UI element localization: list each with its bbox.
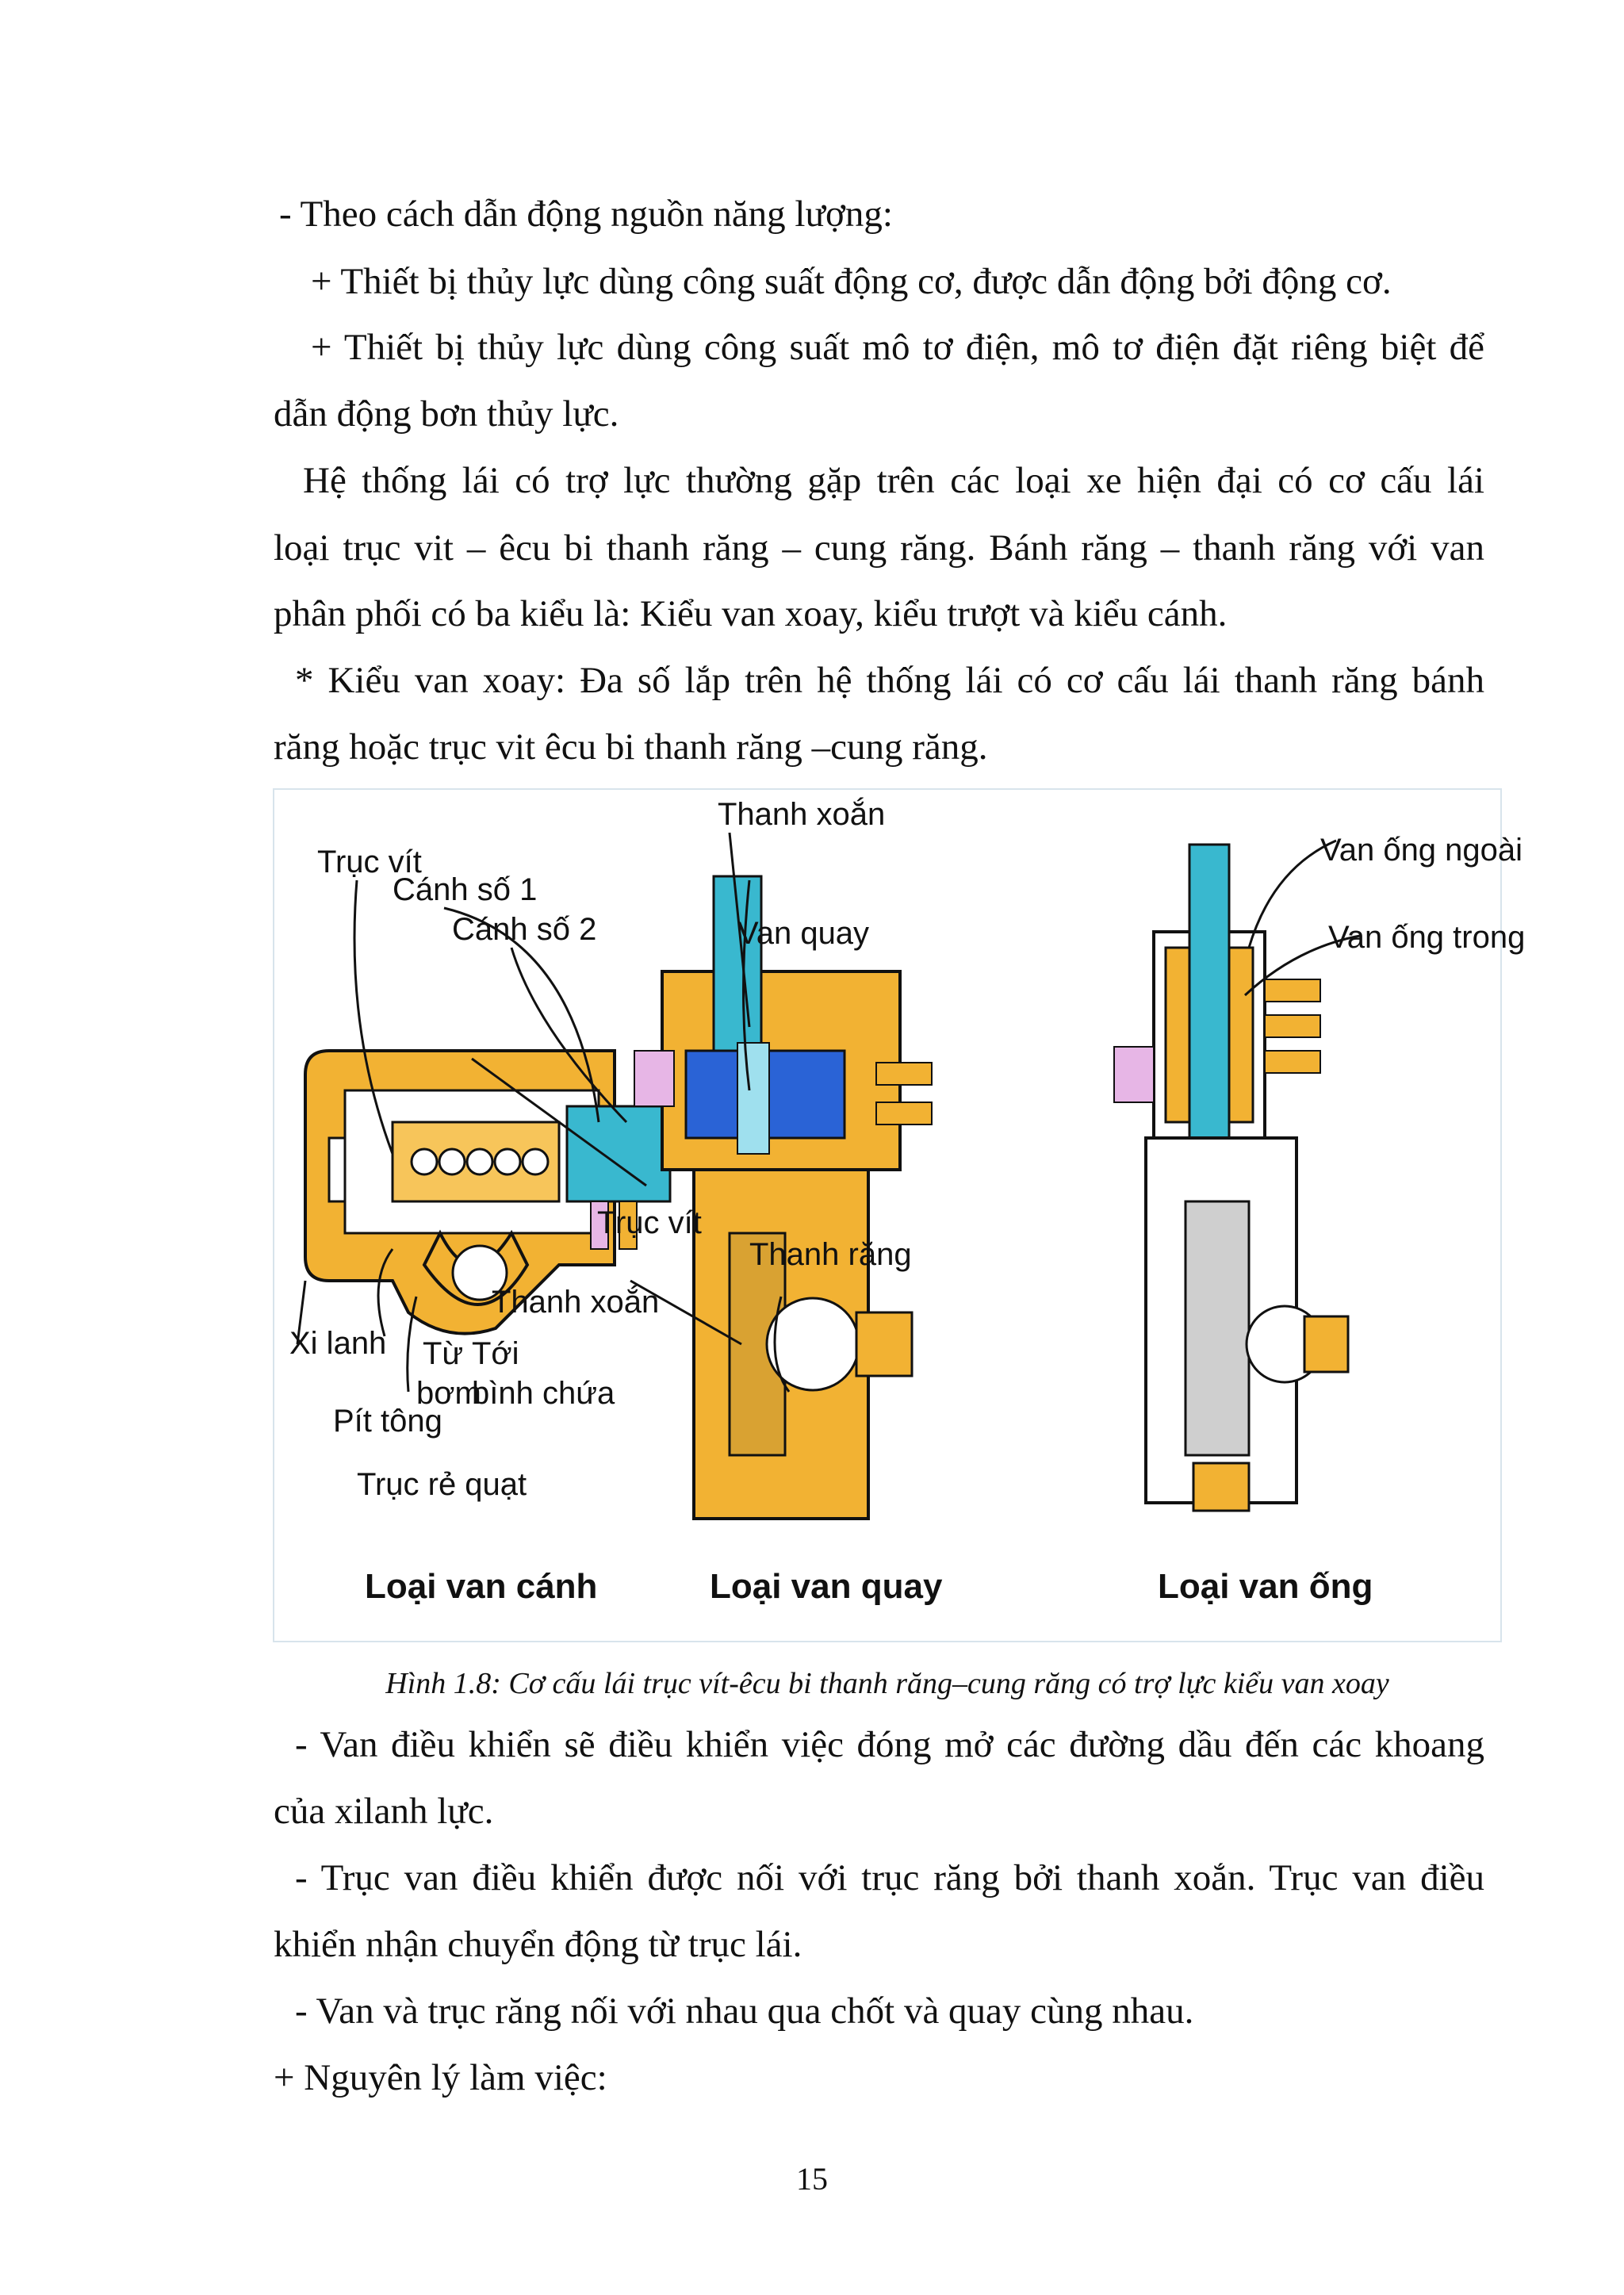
title-vane-type: Loại van cánh	[365, 1567, 598, 1606]
label-pit-tong: Pít tông	[333, 1404, 442, 1439]
paragraph-steering-1: Hệ thống lái có trợ lực thường gặp trên các loại xe hiện đại có cơ cấu lái	[303, 460, 1484, 501]
pinion-right	[1185, 1201, 1249, 1455]
outer-spool-left	[1166, 948, 1189, 1122]
page-number: 15	[796, 2161, 828, 2197]
control-valve-note-2: của xilanh lực.	[274, 1791, 494, 1832]
label-thanh-xoan-mid: Thanh xoắn	[718, 797, 886, 832]
port-right-1	[1265, 979, 1320, 1002]
plus-item-electric-motor-cont: dẫn động bơn thủy lực.	[274, 393, 619, 435]
label-xi-lanh: Xi lanh	[289, 1326, 387, 1361]
port-right-mid-2	[876, 1102, 932, 1125]
valve-shaft-note-2: khiển nhận chuyển động từ trục lái.	[274, 1924, 802, 1965]
figure-caption: Hình 1.8: Cơ cấu lái trục vít-êcu bi thanh răng–cung răng có trợ lực kiểu van xoay	[385, 1667, 1389, 1700]
outer-spool-right	[1229, 948, 1253, 1122]
label-canh-so-2: Cánh số 2	[452, 912, 597, 947]
paragraph-steering-3: phân phối có ba kiểu là: Kiểu van xoay, kiểu trượt và kiểu cánh.	[274, 593, 1228, 634]
rack-spring-right	[1304, 1316, 1348, 1372]
ball-nut-row	[412, 1149, 548, 1174]
label-canh-so-1: Cánh số 1	[393, 872, 538, 907]
control-valve-note-1: - Van điều khiển sẽ điều khiển việc đóng mở các đường dầu đến các khoang	[295, 1724, 1484, 1765]
spool-shaft	[1189, 845, 1229, 1138]
port-right-mid-1	[876, 1063, 932, 1085]
port-left-mid	[634, 1051, 674, 1106]
title-spool-type: Loại van ống	[1158, 1567, 1373, 1606]
paragraph-steering-2: loại trục vit – êcu bi thanh răng – cung răng. Bánh răng – thanh răng với van	[274, 527, 1484, 569]
valve-core	[737, 1043, 769, 1154]
label-toi: Tới	[472, 1336, 519, 1371]
label-binh-chua: bình chứa	[472, 1376, 615, 1411]
bullet-power-source: - Theo cách dẫn động nguồn năng lượng:	[279, 193, 893, 235]
rotary-valve-note-1: * Kiểu van xoay: Đa số lắp trên hệ thống lái có cơ cấu lái thanh răng bánh	[295, 660, 1484, 701]
label-truc-re-quat: Trục rẻ quạt	[357, 1467, 527, 1502]
plus-item-engine: + Thiết bị thủy lực dùng công suất động cơ, được dẫn động bởi động cơ.	[311, 261, 1392, 302]
rack-guide-spring	[856, 1312, 912, 1376]
label-van-ong-ngoai: Van ống ngoài	[1320, 833, 1523, 868]
port-right-3	[1265, 1051, 1320, 1073]
label-bom: bơm	[416, 1376, 481, 1411]
label-van-quay: Van quay	[737, 916, 870, 951]
vane-valve-body	[567, 1106, 670, 1201]
label-truc-vit-mid: Trục vít	[597, 1205, 702, 1240]
port-left-right	[1114, 1047, 1154, 1102]
figure-illustration	[274, 789, 1526, 1642]
valve-pin-note: - Van và trục răng nối với nhau qua chốt và quay cùng nhau.	[295, 1990, 1194, 2032]
label-thanh-rang: Thanh răng	[749, 1237, 912, 1272]
label-van-ong-trong: Van ống trong	[1328, 920, 1526, 955]
rotary-valve-note-2: răng hoặc trục vit êcu bi thanh răng –cung răng.	[274, 726, 988, 768]
figure-steering-valves	[274, 789, 1526, 1642]
label-tu: Từ	[423, 1336, 464, 1371]
label-thanh-xoan-left: Thanh xoắn	[492, 1285, 660, 1320]
valve-shaft-note-1: - Trục van điều khiển được nối với trục răng bởi thanh xoắn. Trục van điều	[295, 1857, 1484, 1898]
label-truc-vit-left: Trục vít	[317, 845, 422, 879]
plus-item-electric-motor: + Thiết bị thủy lực dùng công suất mô tơ điện, mô tơ điện đặt riêng biệt để	[311, 327, 1484, 368]
working-principle-heading: + Nguyên lý làm việc:	[274, 2057, 607, 2098]
port-right-2	[1265, 1015, 1320, 1037]
bottom-cap-right	[1193, 1463, 1249, 1511]
piston-end	[329, 1138, 345, 1201]
title-rotary-type: Loại van quay	[710, 1567, 943, 1606]
